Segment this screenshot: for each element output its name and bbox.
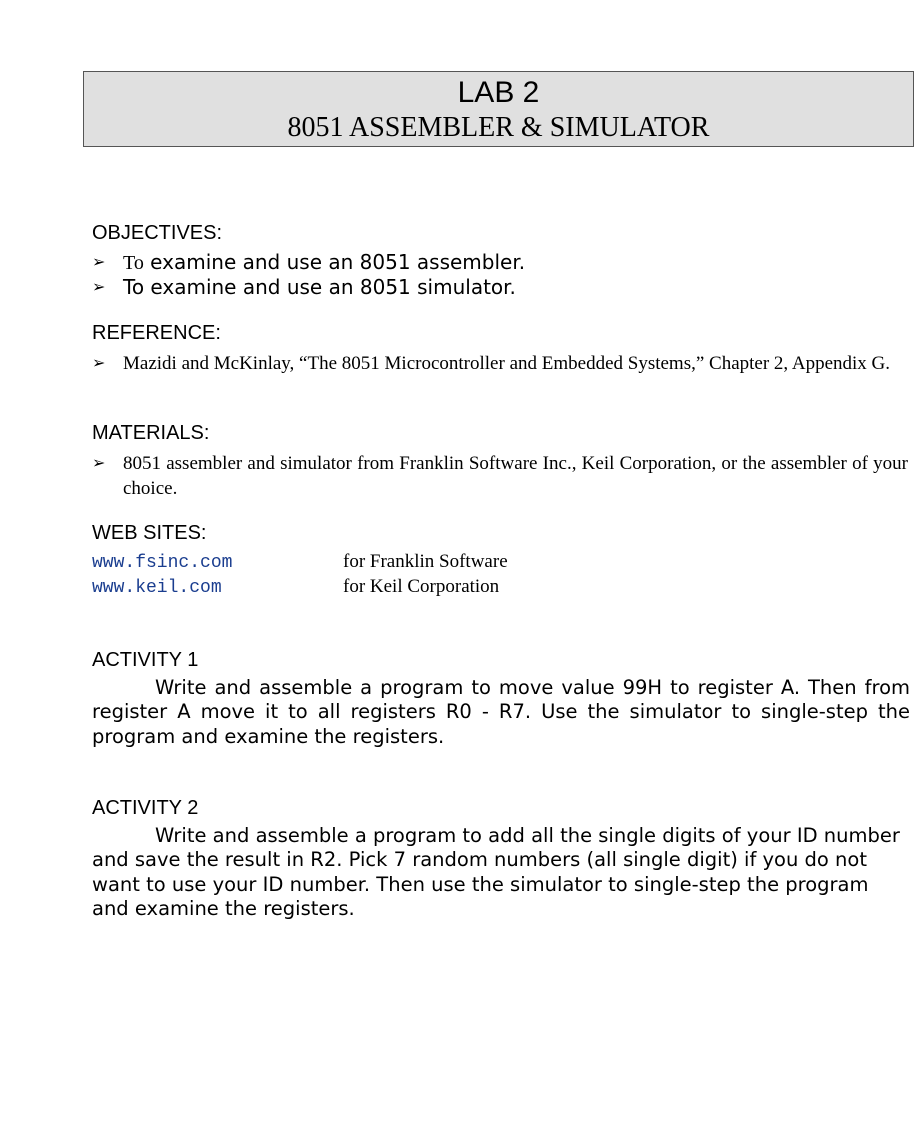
web-sites-heading: WEB SITES: [92,522,207,544]
lab-number: LAB 2 [457,76,540,109]
web-link-fsinc[interactable]: www.fsinc.com [92,553,233,573]
activity-1-heading: ACTIVITY 1 [92,649,199,671]
objectives-heading: OBJECTIVES: [92,222,223,244]
web-link-keil[interactable]: www.keil.com [92,578,222,598]
arrow-bullet-icon: ➢ [92,277,106,296]
materials-text: 8051 assembler and simulator from Franklin Software Inc., Keil Corporation, or the assembler of your choice. [123,453,908,499]
materials-heading: MATERIALS: [92,422,210,444]
web-description: for Keil Corporation [343,576,500,597]
arrow-bullet-icon: ➢ [92,453,106,472]
reference-text: Mazidi and McKinlay, “The 8051 Microcontroller and Embedded Systems,” Chapter 2, Appendix G. [123,353,891,374]
activity-2-heading: ACTIVITY 2 [92,797,199,819]
arrow-bullet-icon: ➢ [92,353,106,372]
objective-prefix: To [123,252,144,274]
lab-title-box [83,71,914,147]
activity-1-text: Write and assemble a program to move value 99H to register A. Then from register A move it to all registers R0 - R7. Use the simulator to single-step the program and examine the registers. [92,676,910,748]
objective-text: To examine and use an 8051 simulator. [123,275,516,299]
objective-text: examine and use an 8051 assembler. [143,250,526,274]
arrow-bullet-icon: ➢ [92,252,106,271]
web-description: for Franklin Software [343,551,508,572]
reference-heading: REFERENCE: [92,322,221,344]
activity-2-text: Write and assemble a program to add all the single digits of your ID number and save the result in R2. Pick 7 random numbers (all single digit) if you do not want to use your ID number. Then use the simulator to single-step the program and examine the registers. [92,824,900,921]
lab-title: 8051 ASSEMBLER & SIMULATOR [287,112,710,143]
